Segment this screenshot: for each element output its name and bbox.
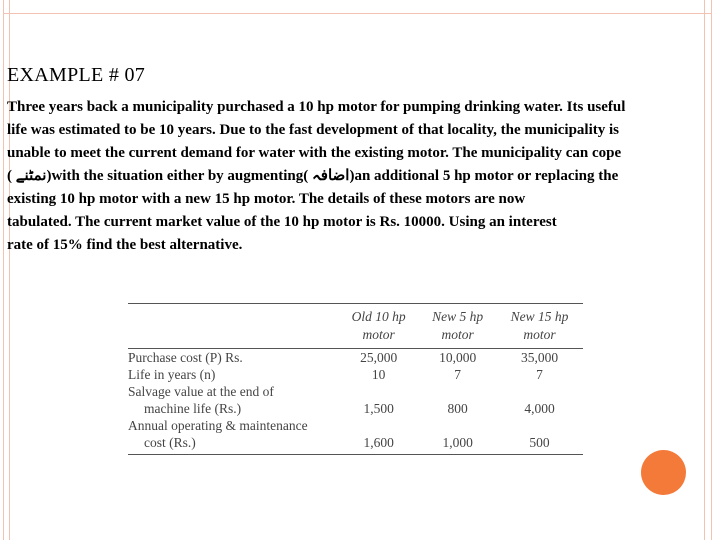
paragraph-line: existing 10 hp motor with a new 15 hp motor. The details of these motors are now: [7, 191, 526, 207]
header-new-5hp: [419, 304, 496, 349]
frame-line-right-inner: [704, 0, 705, 540]
header-line: motor: [362, 327, 395, 342]
decorative-circle: [641, 450, 686, 495]
frame-line-left-outer: [3, 0, 4, 540]
motor-comparison-table: [128, 303, 583, 455]
header-line: New 5 hp: [432, 309, 484, 324]
paragraph-line: Three years back a municipality purchased a 10 hp motor for pumping drinking water. Its useful: [7, 99, 626, 115]
table-row: [128, 366, 583, 383]
cell-value: 7: [454, 367, 462, 382]
cell-value: 4,000: [524, 401, 555, 416]
header-line: motor: [523, 327, 556, 342]
header-empty: [128, 304, 338, 349]
cell-value: 500: [496, 417, 583, 455]
row-label-line: Annual operating & maintenance: [128, 418, 308, 433]
frame-line-right-outer: [711, 0, 712, 540]
cell-value: 800: [447, 401, 468, 416]
problem-statement: [7, 96, 711, 257]
row-label: [128, 366, 338, 383]
row-label-line: Salvage value at the end of: [128, 384, 274, 399]
row-label: [128, 417, 338, 455]
header-old-10hp: [338, 304, 419, 349]
row-label-line: Purchase cost (P) Rs.: [128, 350, 243, 365]
row-label: [128, 383, 338, 417]
paragraph-line: unable to meet the current demand for water with the existing motor. The municipality can cope: [7, 145, 622, 161]
paragraph-line: ( نمٹنے)with the situation either by augmenting( اضافہ)an additional 5 hp motor or replacing the: [7, 168, 619, 184]
header-line: Old 10 hp: [351, 309, 406, 324]
header-line: New 15 hp: [510, 309, 569, 324]
header-line: motor: [441, 327, 474, 342]
cell-value: 1,000: [419, 417, 496, 455]
cell-value: 10,000: [439, 350, 477, 365]
cell-value: 1,500: [363, 401, 394, 416]
row-label-line: Life in years (n): [128, 367, 216, 382]
row-label-line: machine life (Rs.): [144, 401, 242, 416]
row-label-line: cost (Rs.): [144, 435, 196, 450]
cell-value: 1,600: [338, 417, 419, 455]
table-header-row: [128, 304, 583, 349]
paragraph-line: tabulated. The current market value of the 10 hp motor is Rs. 10000. Using an interest: [7, 214, 557, 230]
cell-value: 35,000: [520, 350, 559, 365]
paragraph-line: life was estimated to be 10 years. Due to the fast development of that locality, the municipality is: [7, 122, 620, 138]
frame-line-top: [3, 13, 711, 14]
paragraph-line: rate of 15% find the best alternative.: [7, 237, 243, 253]
row-label: [128, 349, 338, 367]
header-new-15hp: [496, 304, 583, 349]
slide-title: EXAMPLE # 07: [7, 64, 146, 86]
table-row: [128, 383, 583, 417]
cell-value: 25,000: [360, 350, 398, 365]
table-row: [128, 417, 583, 455]
cell-value: 7: [536, 367, 543, 382]
table-row: [128, 349, 583, 367]
cell-value: 10: [371, 367, 386, 382]
